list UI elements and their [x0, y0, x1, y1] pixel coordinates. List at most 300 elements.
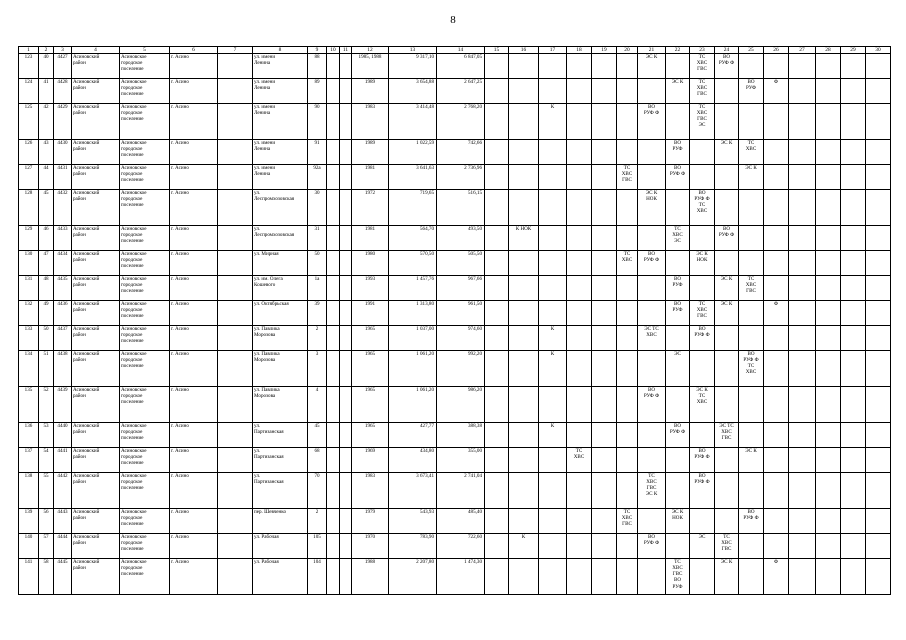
table-cell-col-16: К НОК: [509, 226, 539, 251]
table-cell-col-10: [327, 423, 340, 448]
table-cell-col-17: [539, 534, 567, 559]
table-cell-col-13: 1 061,20: [389, 387, 437, 423]
table-cell-col-5: Асиновское городское поселение: [120, 79, 170, 104]
table-cell-col-12: 1965: [352, 351, 389, 387]
table-cell-col-27: [789, 387, 816, 423]
table-cell-col-1: 126: [19, 140, 39, 165]
table-cell-col-25: [739, 473, 764, 509]
table-cell-col-22: [666, 104, 690, 140]
table-cell-col-3: 4442: [54, 473, 72, 509]
table-cell-col-2: 43: [39, 140, 54, 165]
table-cell-col-22: [666, 190, 690, 226]
table-cell-col-21: [638, 165, 666, 190]
page-number: 8: [450, 14, 456, 26]
table-cell-col-19: [592, 559, 617, 595]
table-cell-col-26: [764, 226, 789, 251]
table-cell-col-8: ул. имени Ленина: [253, 54, 308, 79]
table-cell-col-18: [567, 301, 592, 326]
table-cell-col-10: [327, 387, 340, 423]
table-cell-col-9: 70: [308, 473, 327, 509]
table-cell-col-9: 92а: [308, 165, 327, 190]
table-cell-col-29: [841, 79, 866, 104]
table-cell-col-4: Асиновский район: [72, 301, 120, 326]
table-cell-col-16: [509, 301, 539, 326]
table-cell-col-17: [539, 79, 567, 104]
table-cell-col-14: 722,60: [437, 534, 485, 559]
table-cell-col-4: Асиновский район: [72, 509, 120, 534]
table-cell-col-4: Асиновский район: [72, 351, 120, 387]
table-cell-col-2: 52: [39, 387, 54, 423]
table-cell-col-20: [617, 351, 638, 387]
table-cell-col-27: [789, 326, 816, 351]
table-cell-col-25: [739, 104, 764, 140]
table-cell-col-14: 2 647,25: [437, 79, 485, 104]
table-row: [19, 276, 891, 301]
column-number-header: 6: [170, 47, 218, 54]
table-cell-col-12: 1993: [352, 276, 389, 301]
table-row: [19, 301, 891, 326]
table-cell-col-23: ВО РУФ Ф ТС ХВС: [690, 190, 715, 226]
table-cell-col-8: ул. Павлика Морозова: [253, 326, 308, 351]
table-cell-col-26: [764, 473, 789, 509]
table-cell-col-29: [841, 423, 866, 448]
column-number-header: 27: [789, 47, 816, 54]
table-cell-col-6: г. Асино: [170, 301, 218, 326]
table-cell-col-30: [866, 104, 891, 140]
table-cell-col-30: [866, 473, 891, 509]
table-cell-col-29: [841, 473, 866, 509]
table-cell-col-10: [327, 190, 340, 226]
table-cell-col-21: [638, 351, 666, 387]
table-cell-col-21: [638, 559, 666, 595]
table-cell-col-1: 136: [19, 423, 39, 448]
table-cell-col-11: [340, 559, 352, 595]
table-cell-col-10: [327, 165, 340, 190]
table-cell-col-1: 137: [19, 448, 39, 473]
table-cell-col-12: 1965: [352, 326, 389, 351]
table-cell-col-16: [509, 473, 539, 509]
table-cell-col-29: [841, 190, 866, 226]
table-cell-col-23: [690, 509, 715, 534]
table-cell-col-21: ЭС К НОК: [638, 190, 666, 226]
table-cell-col-26: [764, 54, 789, 79]
table-cell-col-28: [816, 54, 841, 79]
table-cell-col-24: ЭС ТС ХВС ГВС: [715, 423, 739, 448]
table-cell-col-3: 4431: [54, 165, 72, 190]
table-cell-col-21: [638, 79, 666, 104]
column-number-header: 9: [308, 47, 327, 54]
table-cell-col-8: ул. имени Ленина: [253, 104, 308, 140]
table-cell-col-29: [841, 387, 866, 423]
table-cell-col-18: [567, 276, 592, 301]
table-cell-col-6: г. Асино: [170, 104, 218, 140]
table-cell-col-26: [764, 165, 789, 190]
table-cell-col-7: [218, 165, 253, 190]
table-cell-col-7: [218, 276, 253, 301]
table-cell-col-2: 53: [39, 423, 54, 448]
table-cell-col-14: 986,20: [437, 387, 485, 423]
table-cell-col-14: 2 768,20: [437, 104, 485, 140]
table-cell-col-25: ВО РУФ: [739, 79, 764, 104]
table-cell-col-17: [539, 140, 567, 165]
table-cell-col-29: [841, 534, 866, 559]
table-cell-col-27: [789, 251, 816, 276]
table-cell-col-23: ТС ХВС ГВС ЭС: [690, 104, 715, 140]
table-cell-col-13: 1 061,20: [389, 351, 437, 387]
table-cell-col-18: [567, 351, 592, 387]
table-cell-col-27: [789, 140, 816, 165]
table-cell-col-22: [666, 448, 690, 473]
table-cell-col-27: [789, 276, 816, 301]
table-cell-col-4: Асиновский район: [72, 226, 120, 251]
table-cell-col-3: 4436: [54, 301, 72, 326]
column-number-header: 10: [327, 47, 340, 54]
table-cell-col-13: 719,65: [389, 190, 437, 226]
table-cell-col-9: 68: [308, 448, 327, 473]
column-number-header: 1: [19, 47, 39, 54]
table-cell-col-16: [509, 79, 539, 104]
table-cell-col-21: ВО РУФ Ф: [638, 387, 666, 423]
table-cell-col-2: 51: [39, 351, 54, 387]
table-cell-col-17: [539, 559, 567, 595]
table-cell-col-1: 127: [19, 165, 39, 190]
table-cell-col-6: г. Асино: [170, 79, 218, 104]
table-cell-col-29: [841, 165, 866, 190]
table-cell-col-6: г. Асино: [170, 140, 218, 165]
table-cell-col-30: [866, 251, 891, 276]
table-cell-col-28: [816, 509, 841, 534]
column-number-header: 29: [841, 47, 866, 54]
table-cell-col-19: [592, 104, 617, 140]
table-cell-col-23: ЭС К ТС ХВС: [690, 387, 715, 423]
column-number-header: 21: [638, 47, 666, 54]
table-cell-col-19: [592, 509, 617, 534]
table-cell-col-9: 88: [308, 54, 327, 79]
table-cell-col-3: 4438: [54, 351, 72, 387]
table-cell-col-18: [567, 423, 592, 448]
table-cell-col-15: [485, 251, 509, 276]
table-cell-col-25: [739, 54, 764, 79]
table-cell-col-11: [340, 326, 352, 351]
table-cell-col-25: [739, 226, 764, 251]
table-cell-col-18: [567, 509, 592, 534]
table-cell-col-2: 41: [39, 79, 54, 104]
table-cell-col-17: [539, 226, 567, 251]
table-cell-col-3: 4430: [54, 140, 72, 165]
table-cell-col-20: [617, 276, 638, 301]
table-cell-col-10: [327, 448, 340, 473]
table-cell-col-1: 140: [19, 534, 39, 559]
table-cell-col-6: г. Асино: [170, 351, 218, 387]
table-cell-col-28: [816, 165, 841, 190]
table-cell-col-15: [485, 351, 509, 387]
table-cell-col-9: 91: [308, 140, 327, 165]
table-cell-col-23: [690, 226, 715, 251]
table-cell-col-28: [816, 534, 841, 559]
table-cell-col-15: [485, 559, 509, 595]
table-cell-col-15: [485, 387, 509, 423]
table-cell-col-12: 1981: [352, 226, 389, 251]
table-cell-col-3: 4429: [54, 104, 72, 140]
table-cell-col-14: 992,20: [437, 351, 485, 387]
table-cell-col-9: 39: [308, 301, 327, 326]
table-cell-col-11: [340, 509, 352, 534]
table-cell-col-8: ул. Мирная: [253, 251, 308, 276]
table-cell-col-24: ЭС К: [715, 559, 739, 595]
table-cell-col-14: 516,15: [437, 190, 485, 226]
table-cell-col-7: [218, 534, 253, 559]
table-cell-col-2: 48: [39, 276, 54, 301]
table-cell-col-9: 4: [308, 387, 327, 423]
table-cell-col-18: [567, 226, 592, 251]
table-cell-col-16: [509, 190, 539, 226]
table-cell-col-1: 134: [19, 351, 39, 387]
table-cell-col-19: [592, 190, 617, 226]
table-cell-col-2: 46: [39, 226, 54, 251]
column-number-header: 4: [72, 47, 120, 54]
table-cell-col-11: [340, 54, 352, 79]
table-cell-col-16: К: [509, 534, 539, 559]
table-cell-col-26: [764, 190, 789, 226]
table-cell-col-6: г. Асино: [170, 190, 218, 226]
table-cell-col-27: [789, 534, 816, 559]
table-cell-col-4: Асиновский район: [72, 54, 120, 79]
table-cell-col-22: ЭС К: [666, 79, 690, 104]
table-cell-col-25: [739, 534, 764, 559]
table-cell-col-25: [739, 251, 764, 276]
table-cell-col-8: ул. Рабочая: [253, 534, 308, 559]
table-cell-col-22: [666, 54, 690, 79]
table-cell-col-8: ул. имени Ленина: [253, 140, 308, 165]
table-cell-col-17: [539, 387, 567, 423]
table-cell-col-28: [816, 423, 841, 448]
table-cell-col-29: [841, 251, 866, 276]
table-cell-col-16: [509, 276, 539, 301]
table-cell-col-11: [340, 226, 352, 251]
table-cell-col-14: 2 741,04: [437, 473, 485, 509]
table-cell-col-20: [617, 54, 638, 79]
table-cell-col-17: К: [539, 104, 567, 140]
table-cell-col-5: Асиновское городское поселение: [120, 190, 170, 226]
table-cell-col-10: [327, 301, 340, 326]
table-cell-col-18: [567, 190, 592, 226]
table-cell-col-17: [539, 301, 567, 326]
table-cell-col-23: [690, 351, 715, 387]
table-cell-col-18: [567, 79, 592, 104]
table-cell-col-23: ВО РУФ Ф: [690, 326, 715, 351]
table-cell-col-9: 30: [308, 190, 327, 226]
table-cell-col-8: ул. имени Ленина: [253, 165, 308, 190]
table-cell-col-2: 56: [39, 509, 54, 534]
table-cell-col-1: 132: [19, 301, 39, 326]
table-cell-col-4: Асиновский район: [72, 326, 120, 351]
table-cell-col-17: [539, 509, 567, 534]
table-cell-col-20: [617, 226, 638, 251]
table-cell-col-9: 104: [308, 559, 327, 595]
table-cell-col-15: [485, 226, 509, 251]
table-cell-col-20: [617, 79, 638, 104]
table-cell-col-20: [617, 190, 638, 226]
table-cell-col-4: Асиновский район: [72, 423, 120, 448]
table-cell-col-22: ВО РУФ Ф: [666, 165, 690, 190]
table-cell-col-1: 124: [19, 79, 39, 104]
table-cell-col-25: ТС ХВС ГВС: [739, 276, 764, 301]
table-cell-col-26: Ф: [764, 559, 789, 595]
column-number-header: 5: [120, 47, 170, 54]
table-cell-col-27: [789, 423, 816, 448]
table-cell-col-24: [715, 351, 739, 387]
table-cell-col-3: 4434: [54, 251, 72, 276]
table-cell-col-7: [218, 140, 253, 165]
table-row: [19, 387, 891, 423]
table-cell-col-2: 44: [39, 165, 54, 190]
table-cell-col-15: [485, 104, 509, 140]
table-cell-col-5: Асиновское городское поселение: [120, 140, 170, 165]
table-cell-col-13: 570,50: [389, 251, 437, 276]
register-table: [18, 46, 891, 595]
table-row: [19, 509, 891, 534]
table-row: [19, 79, 891, 104]
table-cell-col-26: [764, 140, 789, 165]
table-cell-col-7: [218, 423, 253, 448]
table-cell-col-10: [327, 276, 340, 301]
table-cell-col-17: [539, 276, 567, 301]
table-cell-col-21: ЭС К: [638, 54, 666, 79]
table-cell-col-23: ЭС: [690, 534, 715, 559]
table-cell-col-28: [816, 326, 841, 351]
table-cell-col-30: [866, 423, 891, 448]
register-table-container: [18, 46, 890, 595]
table-row: [19, 165, 891, 190]
table-cell-col-20: ТС ХВС ГВС: [617, 509, 638, 534]
column-number-header: 12: [352, 47, 389, 54]
table-cell-col-13: 3 641,63: [389, 165, 437, 190]
table-cell-col-4: Асиновский район: [72, 79, 120, 104]
table-cell-col-8: ул. Леспромхозовская: [253, 226, 308, 251]
table-cell-col-16: [509, 54, 539, 79]
table-cell-col-7: [218, 226, 253, 251]
table-cell-col-10: [327, 559, 340, 595]
table-cell-col-17: [539, 251, 567, 276]
table-cell-col-19: [592, 301, 617, 326]
column-number-header: 3: [54, 47, 72, 54]
table-cell-col-2: 57: [39, 534, 54, 559]
table-cell-col-20: [617, 423, 638, 448]
table-cell-col-19: [592, 423, 617, 448]
table-cell-col-26: [764, 423, 789, 448]
table-cell-col-30: [866, 190, 891, 226]
table-cell-col-14: 388,38: [437, 423, 485, 448]
table-cell-col-6: г. Асино: [170, 473, 218, 509]
table-row: [19, 559, 891, 595]
table-cell-col-9: 31: [308, 226, 327, 251]
table-cell-col-19: [592, 165, 617, 190]
table-row: [19, 104, 891, 140]
table-cell-col-30: [866, 559, 891, 595]
table-cell-col-18: [567, 559, 592, 595]
table-cell-col-20: [617, 559, 638, 595]
table-cell-col-6: г. Асино: [170, 534, 218, 559]
table-cell-col-24: [715, 165, 739, 190]
table-cell-col-6: г. Асино: [170, 226, 218, 251]
table-cell-col-3: 4440: [54, 423, 72, 448]
table-cell-col-4: Асиновский район: [72, 448, 120, 473]
table-cell-col-27: [789, 559, 816, 595]
table-cell-col-12: 1970: [352, 534, 389, 559]
table-cell-col-12: 1989: [352, 79, 389, 104]
table-cell-col-10: [327, 473, 340, 509]
table-cell-col-24: [715, 326, 739, 351]
table-cell-col-16: [509, 423, 539, 448]
table-cell-col-15: [485, 473, 509, 509]
table-row: [19, 423, 891, 448]
table-cell-col-24: [715, 79, 739, 104]
table-cell-col-2: 40: [39, 54, 54, 79]
table-cell-col-16: [509, 387, 539, 423]
table-cell-col-25: [739, 301, 764, 326]
table-cell-col-23: [690, 423, 715, 448]
table-cell-col-15: [485, 509, 509, 534]
table-cell-col-10: [327, 509, 340, 534]
table-cell-col-24: ЭС К: [715, 140, 739, 165]
table-cell-col-11: [340, 104, 352, 140]
table-cell-col-1: 125: [19, 104, 39, 140]
table-row: [19, 140, 891, 165]
table-cell-col-26: [764, 448, 789, 473]
table-cell-col-21: ВО РУФ Ф: [638, 251, 666, 276]
table-cell-col-30: [866, 165, 891, 190]
table-cell-col-4: Асиновский район: [72, 104, 120, 140]
table-cell-col-7: [218, 301, 253, 326]
table-cell-col-5: Асиновское городское поселение: [120, 559, 170, 595]
table-cell-col-6: г. Асино: [170, 276, 218, 301]
table-cell-col-6: г. Асино: [170, 509, 218, 534]
table-cell-col-9: 3: [308, 351, 327, 387]
table-cell-col-4: Асиновский район: [72, 251, 120, 276]
table-cell-col-5: Асиновское городское поселение: [120, 423, 170, 448]
table-cell-col-13: 783,90: [389, 534, 437, 559]
table-cell-col-25: [739, 559, 764, 595]
table-cell-col-30: [866, 326, 891, 351]
table-cell-col-22: [666, 387, 690, 423]
table-cell-col-15: [485, 190, 509, 226]
table-cell-col-2: 54: [39, 448, 54, 473]
table-cell-col-14: 6 847,05: [437, 54, 485, 79]
table-cell-col-14: 974,60: [437, 326, 485, 351]
column-number-header: 30: [866, 47, 891, 54]
table-cell-col-8: ул. им. Олега Кошевого: [253, 276, 308, 301]
table-cell-col-9: 90: [308, 104, 327, 140]
table-cell-col-6: г. Асино: [170, 559, 218, 595]
table-cell-col-20: [617, 534, 638, 559]
table-cell-col-12: 1969: [352, 448, 389, 473]
table-cell-col-19: [592, 326, 617, 351]
table-cell-col-1: 129: [19, 226, 39, 251]
table-cell-col-5: Асиновское городское поселение: [120, 226, 170, 251]
table-cell-col-13: 3 673,41: [389, 473, 437, 509]
table-row: [19, 326, 891, 351]
table-cell-col-19: [592, 140, 617, 165]
table-cell-col-30: [866, 54, 891, 79]
table-cell-col-28: [816, 448, 841, 473]
table-cell-col-29: [841, 509, 866, 534]
table-cell-col-16: [509, 140, 539, 165]
table-cell-col-16: [509, 509, 539, 534]
table-cell-col-16: [509, 559, 539, 595]
table-cell-col-19: [592, 79, 617, 104]
table-cell-col-4: Асиновский район: [72, 190, 120, 226]
table-cell-col-19: [592, 226, 617, 251]
